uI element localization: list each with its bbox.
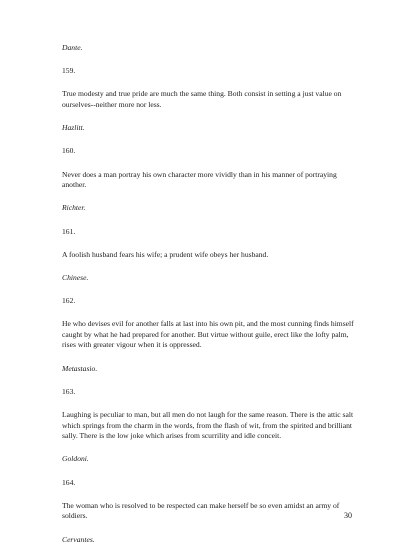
quote-text: The woman who is resolved to be respected can make herself be so even amidst an army of soldiers. [62, 500, 340, 521]
quote-number: 162. [62, 296, 76, 306]
author-attribution: Dante. [62, 43, 83, 52]
author-attribution: Metastasio. [62, 363, 98, 373]
quote-text: A foolish husband fears his wife; a prudent wife obeys her husband. [62, 249, 269, 259]
quote-text: Laughing is peculiar to man, but all men do not laugh for the same reason. There is the attic salt which springs from the charm in the words, from the flash of wit, from the spirited and brilliant sally. There is the low joke which arises from scurrility and idle conceit. [62, 410, 354, 441]
author-attribution: Chinese. [62, 272, 89, 282]
quote-number: 164. [62, 477, 76, 487]
quote-number: 159. [62, 66, 76, 76]
author-attribution: Hazlitt. [62, 123, 85, 133]
author-attribution: Cervantes. [62, 534, 95, 544]
quote-text: True modesty and true pride are much the same thing. Both consist in setting a just value on ourselves--neither more nor less. [62, 89, 342, 109]
author-attribution: Goldoni. [62, 454, 89, 464]
page-content [62, 43, 362, 558]
quote-number: 161. [62, 226, 76, 236]
quote-text: Never does a man portray his own character more vividly than in his manner of portraying another. [62, 169, 337, 190]
page-number: 30 [344, 511, 352, 520]
quote-number: 163. [62, 386, 76, 396]
quote-text: He who devises evil for another falls at last into his own pit, and the most cunning finds himself caught by what he had prepared for another. But virtue without guile, erect like the lofty palm, rises with greater vigour when it is oppressed. [62, 319, 354, 350]
quote-number: 160. [62, 146, 76, 156]
author-attribution: Richter. [62, 203, 86, 213]
